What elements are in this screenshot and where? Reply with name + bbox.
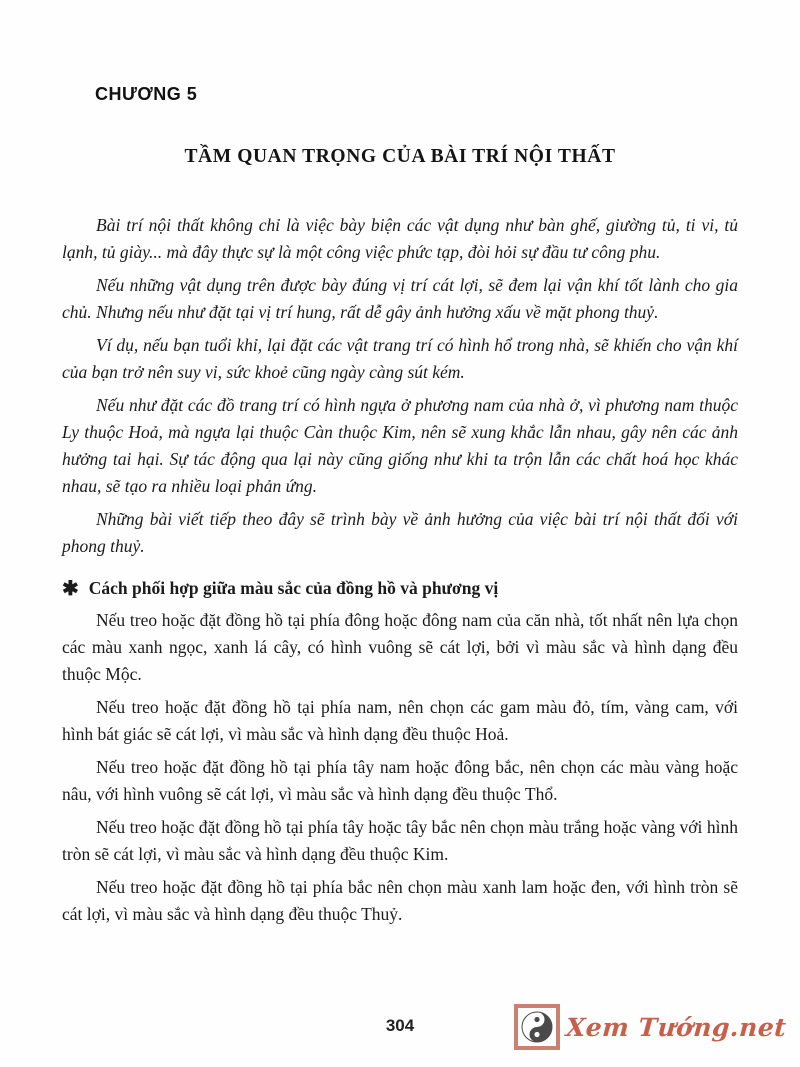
watermark[interactable] — [514, 1004, 786, 1050]
paragraph: Nếu treo hoặc đặt đồng hồ tại phía tây nam hoặc đông bắc, nên chọn các màu vàng hoặc nâu, với hình vuông sẽ cát lợi, vì màu sắc và hình dạng đều thuộc Thổ. — [62, 757, 738, 804]
paragraph: Bài trí nội thất không chỉ là việc bày biện các vật dụng như bàn ghế, giường tủ, ti vi, tủ lạnh, tủ giày... mà đây thực sự là một công việc phức tạp, đòi hỏi sự đầu tư công phu. — [62, 215, 738, 262]
paragraph: Nếu treo hoặc đặt đồng hồ tại phía tây hoặc tây bắc nên chọn màu trắng hoặc vàng với hình tròn sẽ cát lợi, vì màu sắc và hình dạng đều thuộc Kim. — [62, 817, 738, 864]
yin-yang-inner — [518, 1008, 556, 1046]
watermark-text: Xem Tướng.net — [564, 1012, 788, 1042]
page-number: 304 — [385, 1016, 415, 1035]
paragraph: Nếu treo hoặc đặt đồng hồ tại phía đông hoặc đông nam của căn nhà, tốt nhất nên lựa chọn các màu xanh ngọc, xanh lá cây, có hình vuông sẽ cát lợi, bởi vì màu sắc và hình dạng đều thuộc Mộc. — [62, 610, 738, 684]
paragraph: Nếu treo hoặc đặt đồng hồ tại phía nam, nên chọn các gam màu đỏ, tím, vàng cam, với hình bát giác sẽ cát lợi, vì màu sắc và hình dạng đều thuộc Hoả. — [62, 697, 738, 744]
section-heading-text: Cách phối hợp giữa màu sắc của đồng hồ và phương vị — [88, 578, 499, 598]
page-content — [62, 206, 738, 934]
page-title: TẦM QUAN TRỌNG CỦA BÀI TRÍ NỘI THẤT — [184, 146, 616, 167]
section-body — [62, 607, 738, 928]
paragraph: Nếu những vật dụng trên được bày đúng vị trí cát lợi, sẽ đem lại vận khí tốt lành cho gia chủ. Nhưng nếu như đặt tại vị trí hung, rất dễ gây ảnh hưởng xấu về mặt phong thuỷ. — [62, 275, 738, 322]
paragraph: Ví dụ, nếu bạn tuổi khỉ, lại đặt các vật trang trí có hình hổ trong nhà, sẽ khiến cho vận khí của bạn trở nên suy vi, sức khoẻ cũng ngày càng sút kém. — [62, 335, 738, 382]
intro-section — [62, 212, 738, 560]
star-bullet-icon: ✱ — [62, 578, 79, 600]
yin-yang-icon — [514, 1004, 560, 1050]
paragraph: Nếu như đặt các đồ trang trí có hình ngựa ở phương nam của nhà ở, vì phương nam thuộc Ly thuộc Hoả, mà ngựa lại thuộc Càn thuộc Kim, nên sẽ xung khắc lẫn nhau, gây nên các ảnh hưởng tai hại. Sự tác động qua lại này cũng giống như khi ta trộn lẫn các chất hoá học khác nhau, sẽ tạo ra nhiều loại phản ứng. — [62, 395, 738, 496]
paragraph: Nếu treo hoặc đặt đồng hồ tại phía bắc nên chọn màu xanh lam hoặc đen, với hình tròn sẽ cát lợi, vì màu sắc và hình dạng đều thuộc Thuỷ. — [62, 877, 738, 924]
chapter-label: CHƯƠNG 5 — [95, 84, 198, 104]
section-heading — [62, 578, 738, 599]
paragraph: Những bài viết tiếp theo đây sẽ trình bày về ảnh hưởng của việc bài trí nội thất đối với phong thuỷ. — [62, 509, 738, 556]
